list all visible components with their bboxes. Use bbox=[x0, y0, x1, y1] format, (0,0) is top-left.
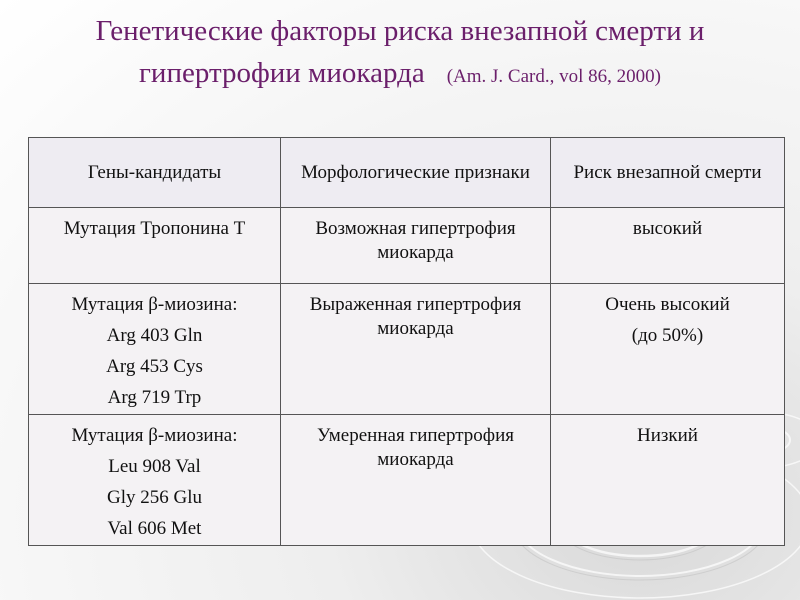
risk-cell bbox=[551, 415, 785, 546]
table-header-row bbox=[29, 138, 785, 208]
gene-line: Arg 403 Gln bbox=[106, 325, 203, 346]
risk-line: (до 50%) bbox=[631, 325, 704, 346]
gene-line: Leu 908 Val bbox=[108, 456, 201, 477]
risk-factors-table bbox=[28, 137, 785, 546]
risk-line: Очень высокий bbox=[605, 294, 730, 315]
gene-line: Val 606 Met bbox=[107, 518, 202, 539]
slide-title bbox=[0, 10, 800, 98]
genes-cell bbox=[29, 415, 281, 546]
genes-cell bbox=[29, 284, 281, 415]
table-row bbox=[29, 208, 785, 284]
header-cell-risk: Риск внезапной смерти bbox=[551, 138, 785, 208]
genes-cell bbox=[29, 208, 281, 284]
gene-line: Arg 453 Cys bbox=[106, 356, 203, 377]
risk-cell bbox=[551, 208, 785, 284]
title-line-1: Генетические факторы риска внезапной смерти и bbox=[95, 15, 705, 47]
risk-line: высокий bbox=[632, 218, 703, 239]
title-line-2-text: гипертрофии миокарда bbox=[139, 57, 425, 89]
gene-line: Мутация β-миозина: bbox=[71, 425, 238, 446]
morphology-cell: Выраженная гипертрофия миокарда bbox=[281, 284, 551, 415]
header-cell-morphology: Морфологические признаки bbox=[281, 138, 551, 208]
table-row bbox=[29, 284, 785, 415]
gene-line: Arg 719 Trp bbox=[107, 387, 202, 408]
table-row bbox=[29, 415, 785, 546]
header-cell-genes: Гены-кандидаты bbox=[29, 138, 281, 208]
gene-line: Gly 256 Glu bbox=[107, 487, 202, 508]
title-line-2 bbox=[0, 52, 800, 98]
gene-line: Мутация Тропонина Т bbox=[63, 218, 246, 239]
risk-cell bbox=[551, 284, 785, 415]
title-source: (Am. J. Card., vol 86, 2000) bbox=[446, 66, 661, 87]
morphology-cell: Умеренная гипертрофия миокарда bbox=[281, 415, 551, 546]
morphology-cell: Возможная гипертрофия миокарда bbox=[281, 208, 551, 284]
risk-line: Низкий bbox=[637, 425, 698, 446]
gene-line: Мутация β-миозина: bbox=[71, 294, 238, 315]
